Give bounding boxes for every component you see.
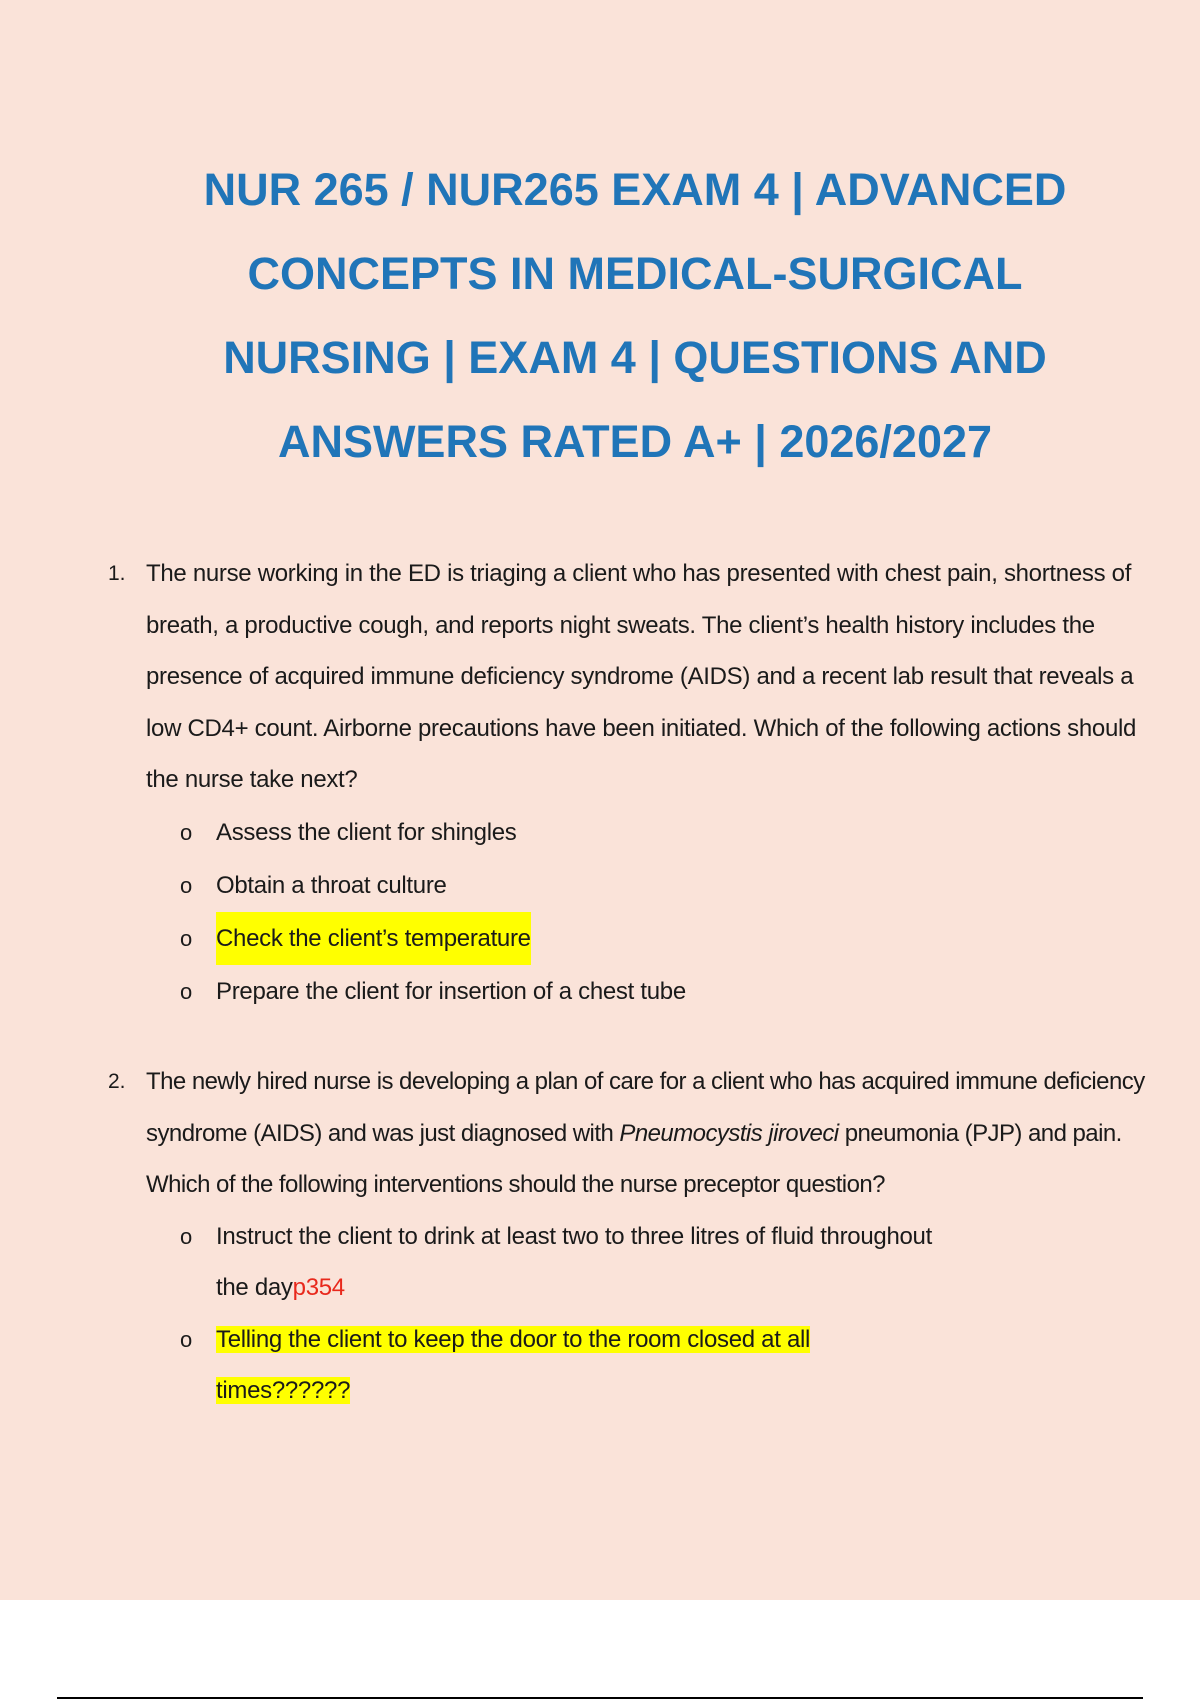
bullet-icon: o bbox=[180, 925, 192, 951]
question-number: 1. bbox=[108, 562, 126, 585]
answer-option bbox=[180, 859, 1148, 912]
footer-divider bbox=[57, 1697, 1143, 1699]
question-number: 2. bbox=[108, 1070, 126, 1093]
question-text-part: The newly hired nurse is developing a plan of care for a client who has acquired immune deficiency syndrome (AIDS) and was just diagnosed with bbox=[146, 1068, 1145, 1147]
answer-option bbox=[180, 965, 1148, 1018]
answer-option-text: Obtain a throat culture bbox=[216, 871, 447, 899]
answer-options bbox=[180, 806, 1148, 1018]
answer-options bbox=[180, 1211, 1148, 1417]
answer-option-text bbox=[216, 1211, 936, 1314]
question-text bbox=[146, 1056, 1146, 1211]
answer-option bbox=[180, 806, 1148, 859]
bullet-icon: o bbox=[180, 1223, 192, 1249]
highlighted-answer-text: Telling the client to keep the door to the room closed at all times?????? bbox=[216, 1325, 811, 1404]
answer-option-correct bbox=[180, 1314, 1148, 1417]
page-reference: p354 bbox=[292, 1274, 345, 1301]
question-text: The nurse working in the ED is triaging a client who has presented with chest pain, shortness of breath, a productive cough, and reports night sweats. The client’s health history includes the presence of acquired immune deficiency syndrome (AIDS) and a recent lab result that reveals a low CD4+ count. Airborne precautions have been initiated. Which of the following actions should the nurse take next? bbox=[146, 560, 1137, 793]
bullet-icon: o bbox=[180, 1326, 192, 1352]
highlighted-answer-text: Check the client’s temperature bbox=[216, 912, 531, 965]
organism-name: Pneumocystis jiroveci bbox=[619, 1119, 839, 1147]
bullet-icon: o bbox=[180, 819, 192, 845]
answer-option-correct bbox=[180, 912, 1148, 965]
answer-option-text: Assess the client for shingles bbox=[216, 818, 517, 846]
answer-option-text: Prepare the client for insertion of a chest tube bbox=[216, 977, 686, 1005]
answer-option bbox=[180, 1211, 1148, 1314]
bullet-icon: o bbox=[180, 872, 192, 898]
question-1 bbox=[108, 548, 1148, 1018]
answer-option-text-main: Instruct the client to drink at least two to three litres of fluid throughout the day bbox=[216, 1222, 932, 1301]
bullet-icon: o bbox=[180, 978, 192, 1004]
question-text-part: pneumonia (PJP) and pain. Which of the following interventions should the nurse preceptor question? bbox=[146, 1119, 1122, 1198]
document-title: NUR 265 / NUR265 EXAM 4 | ADVANCED CONCEPTS IN MEDICAL-SURGICAL NURSING | EXAM 4 | QUESTIONS AND ANSWERS RATED A+ | 2026/2027 bbox=[203, 164, 1067, 467]
answer-option-text bbox=[216, 1314, 936, 1417]
question-2 bbox=[108, 1056, 1148, 1417]
